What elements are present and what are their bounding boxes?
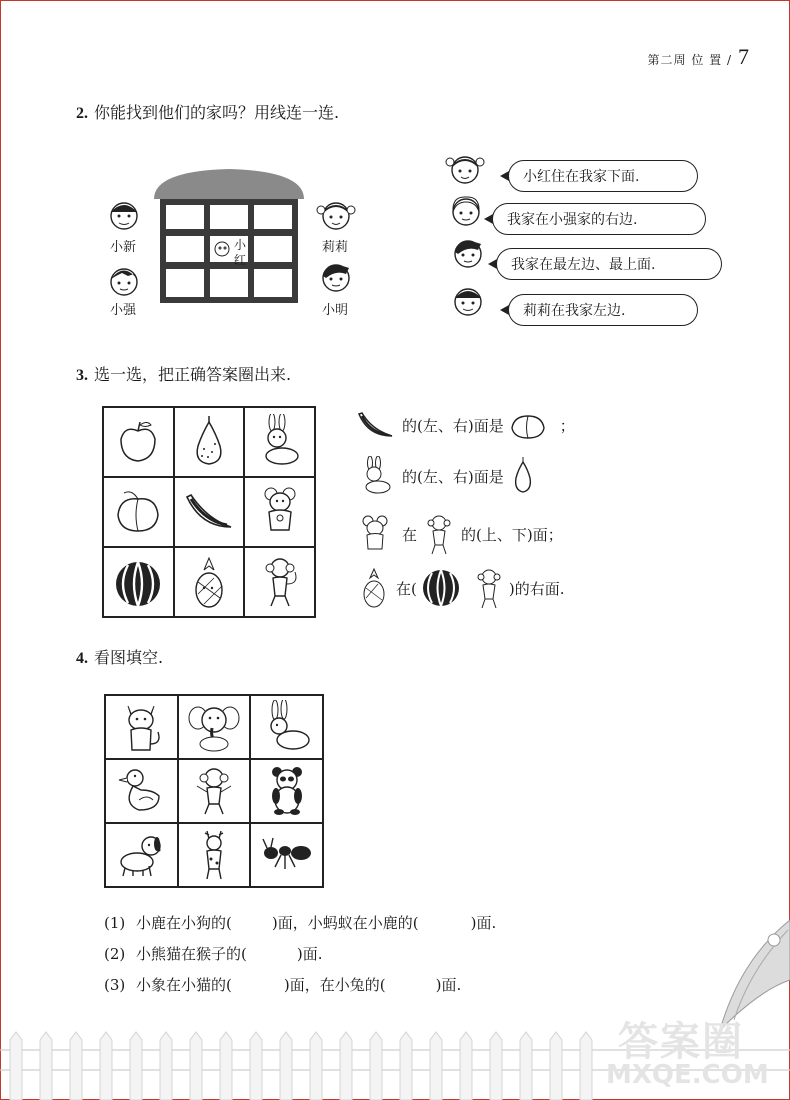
q4-item-2-b: )面. xyxy=(296,945,323,963)
q4-item-2-a: 小熊猫在猴子的( xyxy=(136,945,247,963)
name-lili: 莉莉 xyxy=(322,240,349,255)
banana-icon xyxy=(356,410,396,440)
animal-grid xyxy=(104,694,324,888)
q3-line-2 xyxy=(356,456,538,496)
q4-item-1-b: )面，小蚂蚁在小鹿的( xyxy=(271,914,419,932)
q3-line-4 xyxy=(356,566,564,610)
grid-cell-apple xyxy=(103,407,174,477)
q4-item-1-c: )面. xyxy=(470,914,497,932)
watermark-domain: MXQE.COM xyxy=(606,1060,769,1090)
monkey-icon xyxy=(255,554,305,610)
grid-cell-mouse xyxy=(244,477,315,547)
q4-item-3-b: )面，在小兔的( xyxy=(283,976,386,994)
grid-cell-rabbit xyxy=(250,695,323,759)
speech-bubble-1: 小红住在我家下面. xyxy=(508,160,698,192)
duck-icon xyxy=(113,764,169,818)
mouse-icon xyxy=(356,513,396,555)
speech-bubble-2: 我家在小强家的右边. xyxy=(492,203,706,235)
cat-icon xyxy=(116,700,166,754)
rabbit-icon xyxy=(356,456,396,496)
q3-line-4-text: )的右面. xyxy=(508,579,565,598)
question-2-prompt: 你能找到他们的家吗？用线连一连. xyxy=(94,103,340,122)
q4-item-3-number: (3) xyxy=(104,976,126,994)
boy-speaker-3-icon xyxy=(450,234,486,270)
rabbit-icon xyxy=(259,700,315,754)
pear-icon xyxy=(508,456,538,496)
grid-cell-pear xyxy=(174,407,245,477)
name-xiaoqiang: 小强 xyxy=(110,303,137,318)
grid-cell-cat xyxy=(105,695,178,759)
fruit-animal-grid xyxy=(102,406,316,618)
apartment-building xyxy=(150,165,308,305)
speech-bubble-3: 我家在最左边、最上面. xyxy=(496,248,722,280)
question-2-number: 2. xyxy=(76,105,88,122)
q4-item-1 xyxy=(104,912,496,933)
page-header xyxy=(648,44,751,70)
monkey-icon xyxy=(189,764,239,818)
q4-item-3-a: 小象在小猫的( xyxy=(136,976,232,994)
grid-cell-dog xyxy=(105,823,178,887)
rabbit-icon xyxy=(252,414,308,470)
q3-line-3-text: 的(上、下)面； xyxy=(461,525,563,544)
window-label-2: 红 xyxy=(234,253,247,267)
monkey-icon xyxy=(471,566,507,610)
grid-cell-duck xyxy=(105,759,178,823)
question-3-number: 3. xyxy=(76,367,88,384)
banana-icon xyxy=(181,487,237,537)
pineapple-icon xyxy=(356,566,392,610)
pear-icon xyxy=(184,414,234,470)
pineapple-icon xyxy=(184,554,234,610)
mouse-icon xyxy=(255,484,305,540)
ant-icon xyxy=(259,835,315,875)
deer-icon xyxy=(189,827,239,883)
building-roof xyxy=(154,169,304,199)
grid-cell-deer xyxy=(178,823,251,887)
q3-line-3 xyxy=(356,512,563,556)
girl-speaker-2-icon xyxy=(448,192,484,228)
grid-cell-rabbit xyxy=(244,407,315,477)
girl-lili-icon xyxy=(316,196,356,232)
grid-cell-watermelon xyxy=(103,547,174,617)
watermark-logo-text: 答案圈 xyxy=(618,1019,744,1065)
dog-icon xyxy=(113,828,169,882)
q4-item-1-number: (1) xyxy=(104,914,126,932)
grid-cell-monkey xyxy=(178,759,251,823)
q3-line-3-a: 在 xyxy=(402,525,418,544)
grid-cell-peach xyxy=(103,477,174,547)
q3-line-2-text: 的(左、右)面是 xyxy=(402,467,504,486)
question-3-title xyxy=(76,362,291,385)
grid-cell-elephant xyxy=(178,695,251,759)
boy-speaker-4-icon xyxy=(450,282,486,318)
grid-cell-ant xyxy=(250,823,323,887)
q4-item-1-a: 小鹿在小狗的( xyxy=(136,914,232,932)
q4-item-3-c: )面. xyxy=(435,976,462,994)
q4-item-2 xyxy=(104,943,323,964)
question-4-number: 4. xyxy=(76,650,88,667)
grid-cell-banana xyxy=(174,477,245,547)
watermelon-icon xyxy=(419,566,463,610)
elephant-icon xyxy=(186,700,242,754)
q3-line-1-text: 的(左、右)面是 xyxy=(402,416,504,435)
boy-xiaoxin-icon xyxy=(106,196,142,232)
window-label-1: 小 xyxy=(234,238,247,252)
peach-icon xyxy=(508,410,548,440)
section-title: 第二周 位 置 / xyxy=(647,53,732,67)
name-xiaoxin: 小新 xyxy=(110,240,137,255)
boy-xiaoming-icon xyxy=(318,258,354,294)
watermelon-icon xyxy=(110,554,166,610)
grid-cell-monkey xyxy=(244,547,315,617)
question-4-prompt: 看图填空. xyxy=(94,648,164,667)
monkey-icon xyxy=(421,512,457,556)
apple-icon xyxy=(113,417,163,467)
girl-xiaohong-icon xyxy=(444,150,486,186)
boy-xiaoqiang-icon xyxy=(106,262,142,298)
grid-cell-panda xyxy=(250,759,323,823)
page-number: 7 xyxy=(738,44,750,69)
speech-bubble-4: 莉莉在我家左边. xyxy=(508,294,698,326)
grid-cell-pineapple xyxy=(174,547,245,617)
q4-item-3 xyxy=(104,974,461,995)
q3-line-4-a: 在( xyxy=(396,579,417,598)
question-4-title xyxy=(76,645,163,668)
peach-icon xyxy=(110,487,166,537)
q3-line-1 xyxy=(356,410,575,440)
question-2-title xyxy=(76,100,339,123)
q4-item-2-number: (2) xyxy=(104,945,126,963)
q3-line-1-end: ； xyxy=(559,416,575,435)
question-3-prompt: 选一选，把正确答案圈出来. xyxy=(94,365,292,384)
panda-icon xyxy=(262,764,312,818)
name-xiaoming: 小明 xyxy=(322,303,349,318)
